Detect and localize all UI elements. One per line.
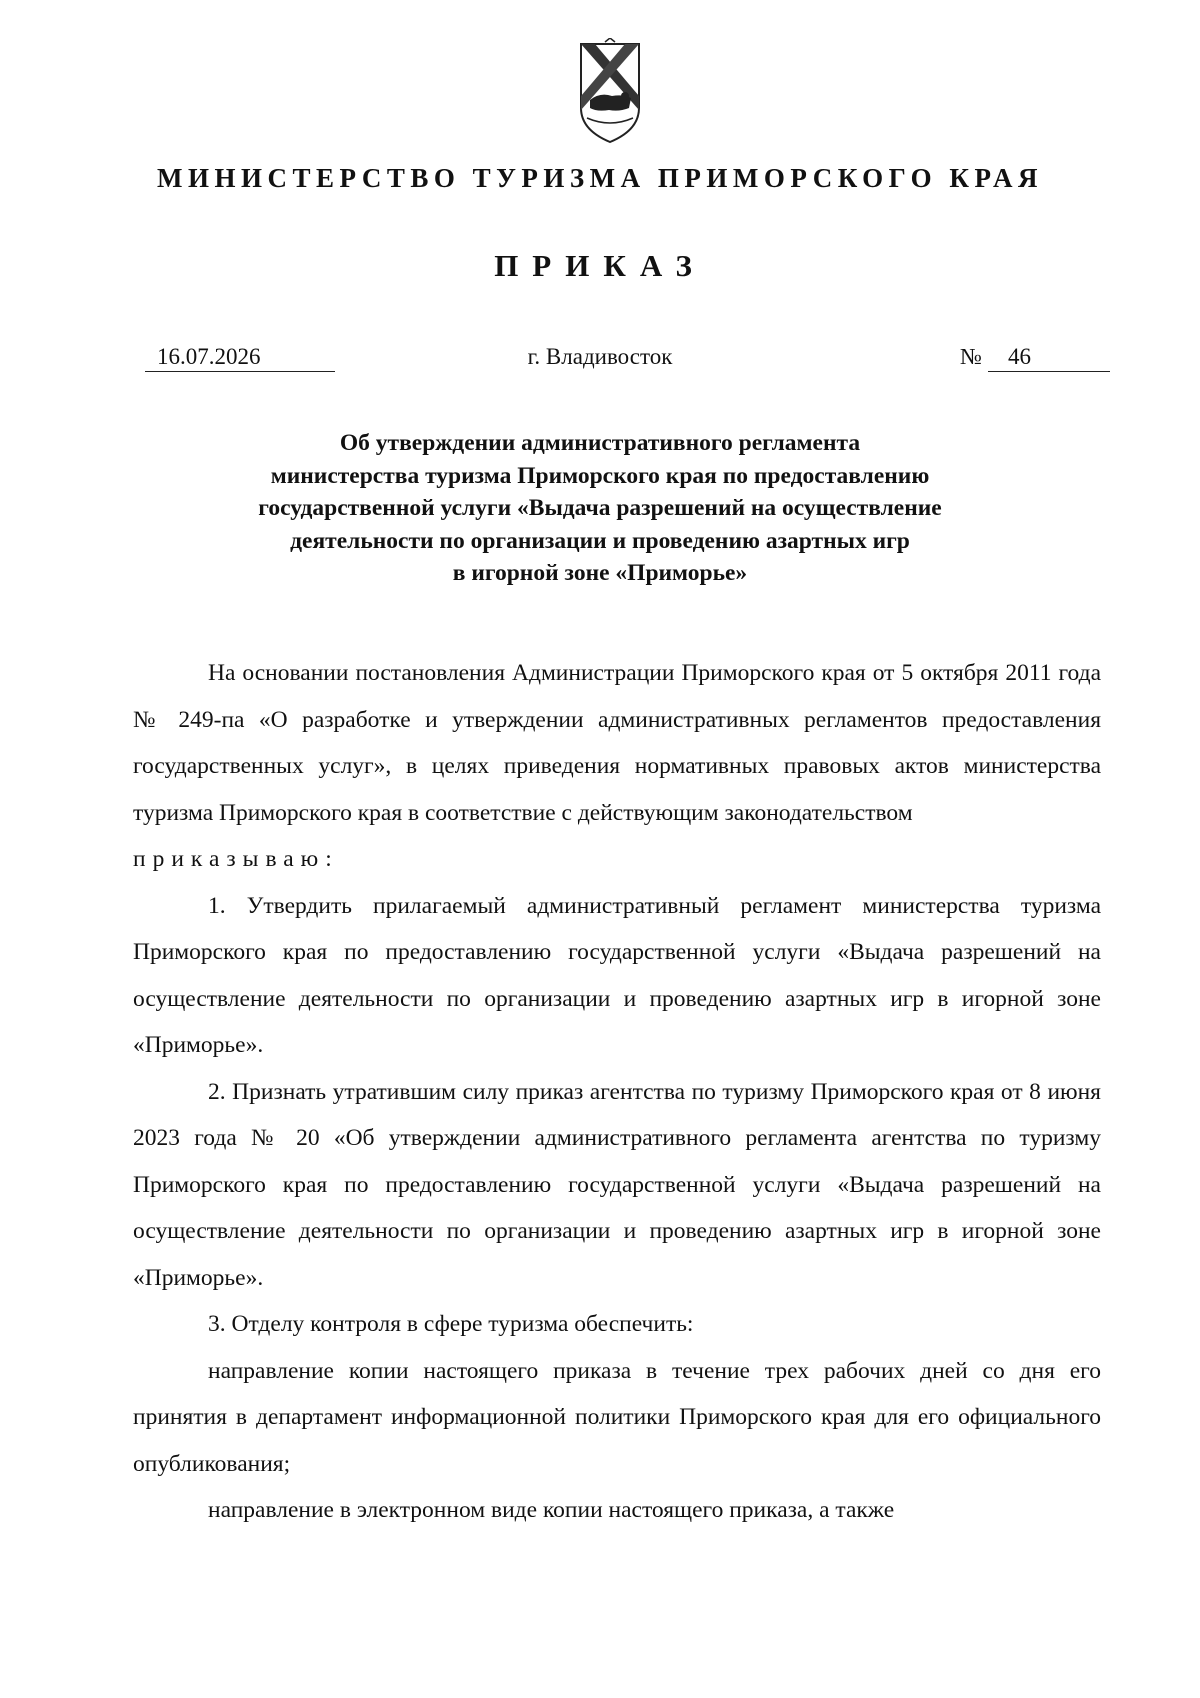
subject-line: министерства туризма Приморского края по предоставлению xyxy=(270,462,930,489)
subject-line: государственной услуги «Выдача разрешений на осуществление xyxy=(258,495,942,521)
preamble-paragraph: На основании постановления Администрации Приморского края от 5 октября 2011 года № 249-па «О разработке и утверждении административных регламентов предоставления государственных услуг», в целях приведения нормативных правовых актов министерства туризма Приморского края в соответствие с действующим законодательством xyxy=(133,660,1101,826)
order-date: 16.07.2026 xyxy=(145,343,335,372)
order-body xyxy=(133,650,1101,1534)
order-city: г. Владивосток xyxy=(527,344,673,369)
subject-line: деятельности по организации и проведению азартных игр xyxy=(290,527,910,554)
document-type-title: ПРИКАЗ xyxy=(494,248,706,283)
item-3-paragraph: 3. Отделу контроля в сфере туризма обеспечить: xyxy=(208,1311,694,1337)
ministry-name: МИНИСТЕРСТВО ТУРИЗМА ПРИМОРСКОГО КРАЯ xyxy=(157,163,1043,193)
item-3b-paragraph: направление в электронном виде копии настоящего приказа, а также xyxy=(208,1497,895,1523)
number-label: № xyxy=(960,344,982,369)
item-2-paragraph: 2. Признать утратившим силу приказ агентства по туризму Приморского края от 8 июня 2023 года № 20 «Об утверждении административного регламента агентства по туризму Приморского края по предоставлению государственной услуги «Выдача разрешений на осуществление деятельности по организации и проведению азартных игр в игорной зоне «Приморье». xyxy=(133,1078,1101,1291)
order-number-block xyxy=(960,343,1110,372)
subject-line: Об утверждении административного регламента xyxy=(339,430,861,456)
order-number: 46 xyxy=(988,343,1110,372)
item-1-paragraph: 1. Утвердить прилагаемый административный регламент министерства туризма Приморского края по предоставлению государственной услуги «Выдача разрешений на осуществление деятельности по организации и проведению азартных игр в игорной зоне «Приморье». xyxy=(133,892,1101,1058)
order-word: приказываю: xyxy=(133,846,339,872)
order-subject xyxy=(180,427,1020,590)
subject-line: в игорной зоне «Приморье» xyxy=(452,560,748,586)
item-3a-paragraph: направление копии настоящего приказа в течение трех рабочих дней со дня его принятия в департамент информационной политики Приморского края для его официального опубликования; xyxy=(133,1357,1101,1477)
coat-of-arms-emblem xyxy=(575,38,645,148)
